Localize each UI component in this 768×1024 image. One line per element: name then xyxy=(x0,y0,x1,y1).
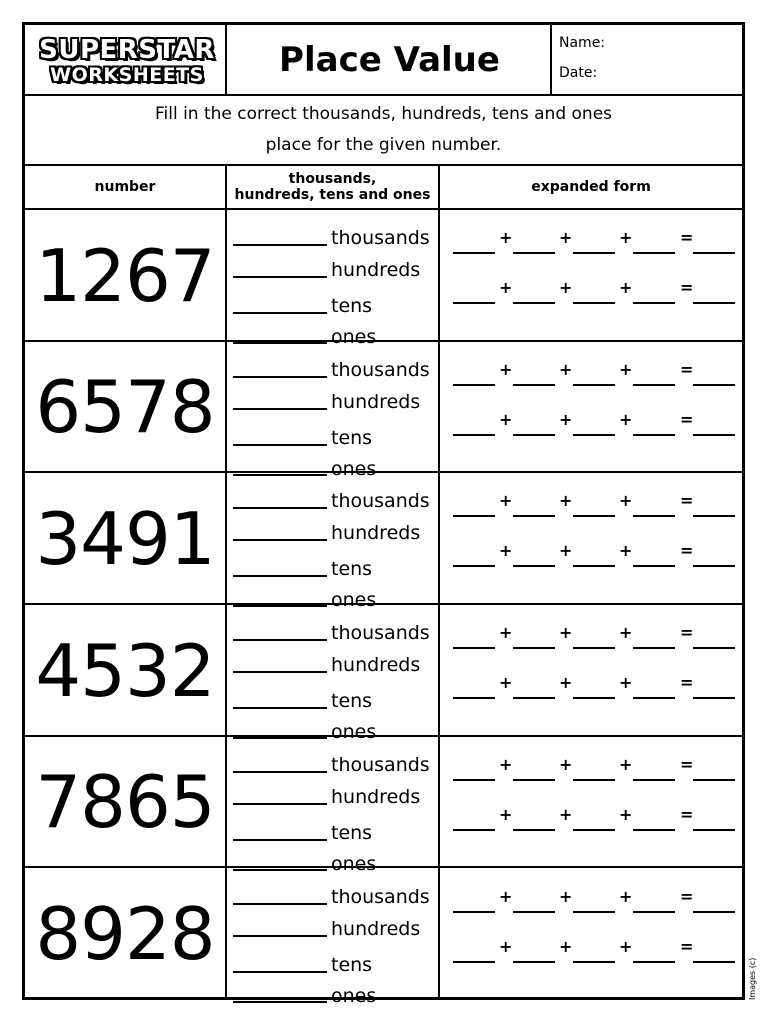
answer-blank-hundreds[interactable] xyxy=(233,935,327,937)
expanded-form-blank[interactable] xyxy=(693,779,735,781)
column-header-place-value: thousands, hundreds, tens and ones xyxy=(234,171,431,203)
expanded-form-blank[interactable] xyxy=(513,779,555,781)
expanded-form-blank[interactable] xyxy=(693,434,735,436)
expanded-form-blank[interactable] xyxy=(513,302,555,304)
instructions-line-2: place for the given number. xyxy=(265,135,502,155)
expanded-form-blank[interactable] xyxy=(693,384,735,386)
expanded-form-line xyxy=(443,931,740,971)
expanded-form-blank[interactable] xyxy=(693,829,735,831)
equals-sign: = xyxy=(680,623,694,643)
answer-blank-tens[interactable] xyxy=(233,707,327,709)
answer-blank-thousands[interactable] xyxy=(233,244,327,246)
place-label-tens: tens xyxy=(331,295,373,317)
place-label-hundreds: hundreds xyxy=(331,259,421,281)
answer-blank-tens[interactable] xyxy=(233,575,327,577)
plus-sign: + xyxy=(499,754,513,774)
expanded-form-line xyxy=(443,404,740,444)
answer-blank-hundreds[interactable] xyxy=(233,671,327,673)
expanded-form-line xyxy=(443,749,740,789)
expanded-form-blank[interactable] xyxy=(573,647,615,649)
expanded-form-line xyxy=(443,799,740,839)
expanded-form-blank[interactable] xyxy=(453,779,495,781)
expanded-form-blank[interactable] xyxy=(453,515,495,517)
place-label-thousands: thousands xyxy=(331,227,430,249)
place-label-ones: ones xyxy=(331,589,377,612)
given-number: 7865 xyxy=(35,760,215,845)
expanded-form-line xyxy=(443,222,740,262)
plus-sign: + xyxy=(619,491,633,511)
expanded-form-blank[interactable] xyxy=(633,961,675,963)
expanded-form-blank[interactable] xyxy=(573,515,615,517)
equals-sign: = xyxy=(680,936,694,956)
expanded-form-blank[interactable] xyxy=(513,565,555,567)
plus-sign: + xyxy=(559,278,573,297)
answer-blank-tens[interactable] xyxy=(233,839,327,841)
plus-sign: + xyxy=(559,409,573,429)
expanded-form-line xyxy=(443,535,740,575)
given-number: 1267 xyxy=(35,233,215,318)
plus-sign: + xyxy=(619,804,633,824)
plus-sign: + xyxy=(619,228,633,247)
plus-sign: + xyxy=(559,754,573,774)
place-label-tens: tens xyxy=(331,558,373,581)
answer-blank-hundreds[interactable] xyxy=(233,408,327,410)
expanded-form-blank[interactable] xyxy=(513,647,555,649)
answer-blank-thousands[interactable] xyxy=(233,376,327,378)
expanded-form-blank[interactable] xyxy=(453,252,495,254)
plus-sign: + xyxy=(499,278,513,297)
given-number: 6578 xyxy=(35,365,215,450)
expanded-form-blank[interactable] xyxy=(693,515,735,517)
expanded-form-blank[interactable] xyxy=(573,302,615,304)
plus-sign: + xyxy=(619,673,633,693)
expanded-form-blank[interactable] xyxy=(513,961,555,963)
name-label: Name: xyxy=(559,35,606,51)
expanded-form-blank[interactable] xyxy=(453,697,495,699)
answer-blank-thousands[interactable] xyxy=(233,771,327,773)
plus-sign: + xyxy=(559,541,573,561)
plus-sign: + xyxy=(559,623,573,643)
place-label-hundreds: hundreds xyxy=(331,390,421,413)
expanded-form-blank[interactable] xyxy=(633,565,675,567)
superstar-worksheets-logo xyxy=(31,31,223,91)
equals-sign: = xyxy=(680,886,694,906)
answer-blank-hundreds[interactable] xyxy=(233,276,327,278)
expanded-form-line xyxy=(443,881,740,921)
problem-row xyxy=(25,737,742,875)
logo-line-2: WORKSHEETS xyxy=(50,64,204,86)
plus-sign: + xyxy=(619,936,633,956)
expanded-form-blank[interactable] xyxy=(453,565,495,567)
plus-sign: + xyxy=(499,936,513,956)
place-label-hundreds: hundreds xyxy=(331,917,421,940)
expanded-form-blank[interactable] xyxy=(453,911,495,913)
expanded-form-blank[interactable] xyxy=(693,647,735,649)
place-label-hundreds: hundreds xyxy=(331,785,421,808)
plus-sign: + xyxy=(499,491,513,511)
expanded-form-blank[interactable] xyxy=(513,829,555,831)
expanded-form-blank[interactable] xyxy=(693,697,735,699)
place-label-tens: tens xyxy=(331,821,373,844)
expanded-form-blank[interactable] xyxy=(633,434,675,436)
plus-sign: + xyxy=(559,804,573,824)
plus-sign: + xyxy=(499,541,513,561)
place-label-ones: ones xyxy=(331,984,377,1007)
plus-sign: + xyxy=(559,886,573,906)
problem-row xyxy=(25,342,742,480)
plus-sign: + xyxy=(619,754,633,774)
page-title: Place Value xyxy=(279,39,500,80)
expanded-form-blank[interactable] xyxy=(633,911,675,913)
answer-blank-hundreds[interactable] xyxy=(233,803,327,805)
expanded-form-blank[interactable] xyxy=(513,515,555,517)
answer-blank-thousands[interactable] xyxy=(233,639,327,641)
expanded-form-blank[interactable] xyxy=(453,647,495,649)
place-label-tens: tens xyxy=(331,690,373,713)
equals-sign: = xyxy=(680,491,694,511)
plus-sign: + xyxy=(499,228,513,247)
expanded-form-blank[interactable] xyxy=(633,384,675,386)
plus-sign: + xyxy=(499,804,513,824)
place-label-tens: tens xyxy=(331,426,373,449)
logo-line-1: SUPERSTAR xyxy=(39,35,215,65)
divider xyxy=(550,25,552,94)
expanded-form-blank[interactable] xyxy=(633,302,675,304)
expanded-form-blank[interactable] xyxy=(693,911,735,913)
equals-sign: = xyxy=(680,754,694,774)
expanded-form-blank[interactable] xyxy=(573,384,615,386)
equals-sign: = xyxy=(680,359,694,379)
plus-sign: + xyxy=(499,409,513,429)
instructions xyxy=(25,96,742,164)
expanded-form-blank[interactable] xyxy=(573,697,615,699)
plus-sign: + xyxy=(559,936,573,956)
plus-sign: + xyxy=(499,623,513,643)
expanded-form-blank[interactable] xyxy=(513,252,555,254)
expanded-form-blank[interactable] xyxy=(693,961,735,963)
expanded-form-blank[interactable] xyxy=(693,252,735,254)
expanded-form-line xyxy=(443,354,740,394)
plus-sign: + xyxy=(499,673,513,693)
expanded-form-blank[interactable] xyxy=(513,697,555,699)
given-number: 8928 xyxy=(35,892,215,976)
equals-sign: = xyxy=(680,541,694,561)
expanded-form-line xyxy=(443,667,740,707)
expanded-form-line xyxy=(443,272,740,312)
plus-sign: + xyxy=(619,541,633,561)
name-date-box xyxy=(554,25,742,94)
expanded-form-blank[interactable] xyxy=(453,829,495,831)
expanded-form-blank[interactable] xyxy=(513,911,555,913)
place-label-hundreds: hundreds xyxy=(331,654,421,677)
plus-sign: + xyxy=(559,228,573,247)
given-number: 4532 xyxy=(35,628,215,713)
expanded-form-line xyxy=(443,617,740,657)
expanded-form-blank[interactable] xyxy=(453,302,495,304)
problem-row xyxy=(25,605,742,744)
plus-sign: + xyxy=(619,623,633,643)
place-label-ones: ones xyxy=(331,721,377,744)
expanded-form-blank[interactable] xyxy=(573,829,615,831)
column-header-number: number xyxy=(94,179,156,195)
equals-sign: = xyxy=(680,409,694,429)
given-number: 3491 xyxy=(35,496,215,581)
place-label-thousands: thousands xyxy=(331,622,430,645)
plus-sign: + xyxy=(559,673,573,693)
problem-row xyxy=(25,473,742,612)
place-label-ones: ones xyxy=(331,852,377,875)
place-label-hundreds: hundreds xyxy=(331,522,421,545)
equals-sign: = xyxy=(680,278,694,297)
answer-blank-hundreds[interactable] xyxy=(233,539,327,541)
plus-sign: + xyxy=(619,409,633,429)
expanded-form-blank[interactable] xyxy=(573,565,615,567)
place-label-thousands: thousands xyxy=(331,753,430,776)
copyright-note: Images (c) xyxy=(748,957,757,1000)
place-label-ones: ones xyxy=(331,326,377,348)
instructions-line-1: Fill in the correct thousands, hundreds, tens and ones xyxy=(154,104,613,124)
date-label: Date: xyxy=(559,65,598,81)
plus-sign: + xyxy=(619,359,633,379)
expanded-form-blank[interactable] xyxy=(633,779,675,781)
expanded-form-blank[interactable] xyxy=(513,434,555,436)
place-label-thousands: thousands xyxy=(331,490,430,513)
expanded-form-blank[interactable] xyxy=(453,384,495,386)
expanded-form-blank[interactable] xyxy=(633,647,675,649)
expanded-form-blank[interactable] xyxy=(633,515,675,517)
expanded-form-blank[interactable] xyxy=(633,697,675,699)
expanded-form-blank[interactable] xyxy=(573,961,615,963)
expanded-form-blank[interactable] xyxy=(693,302,735,304)
answer-blank-tens[interactable] xyxy=(233,971,327,973)
plus-sign: + xyxy=(559,359,573,379)
answer-blank-ones[interactable] xyxy=(233,1001,327,1003)
expanded-form-blank[interactable] xyxy=(573,911,615,913)
expanded-form-line xyxy=(443,485,740,525)
expanded-form-blank[interactable] xyxy=(693,565,735,567)
answer-blank-tens[interactable] xyxy=(233,444,327,446)
expanded-form-blank[interactable] xyxy=(453,434,495,436)
plus-sign: + xyxy=(619,278,633,297)
expanded-form-blank[interactable] xyxy=(573,779,615,781)
expanded-form-blank[interactable] xyxy=(513,384,555,386)
expanded-form-blank[interactable] xyxy=(573,434,615,436)
place-label-tens: tens xyxy=(331,953,373,976)
plus-sign: + xyxy=(499,886,513,906)
column-header-expanded-form: expanded form xyxy=(531,179,651,195)
equals-sign: = xyxy=(680,804,694,824)
answer-blank-thousands[interactable] xyxy=(233,903,327,905)
problem-row xyxy=(25,869,742,1007)
equals-sign: = xyxy=(680,673,694,693)
place-label-thousands: thousands xyxy=(331,358,430,381)
place-label-thousands: thousands xyxy=(331,885,430,908)
answer-blank-thousands[interactable] xyxy=(233,507,327,509)
expanded-form-blank[interactable] xyxy=(633,829,675,831)
equals-sign: = xyxy=(680,228,694,247)
worksheet xyxy=(22,22,745,1007)
place-label-ones: ones xyxy=(331,457,377,480)
plus-sign: + xyxy=(559,491,573,511)
expanded-form-blank[interactable] xyxy=(573,252,615,254)
problem-row xyxy=(25,210,742,348)
plus-sign: + xyxy=(619,886,633,906)
expanded-form-blank[interactable] xyxy=(633,252,675,254)
answer-blank-tens[interactable] xyxy=(233,312,327,314)
plus-sign: + xyxy=(499,359,513,379)
expanded-form-blank[interactable] xyxy=(453,961,495,963)
